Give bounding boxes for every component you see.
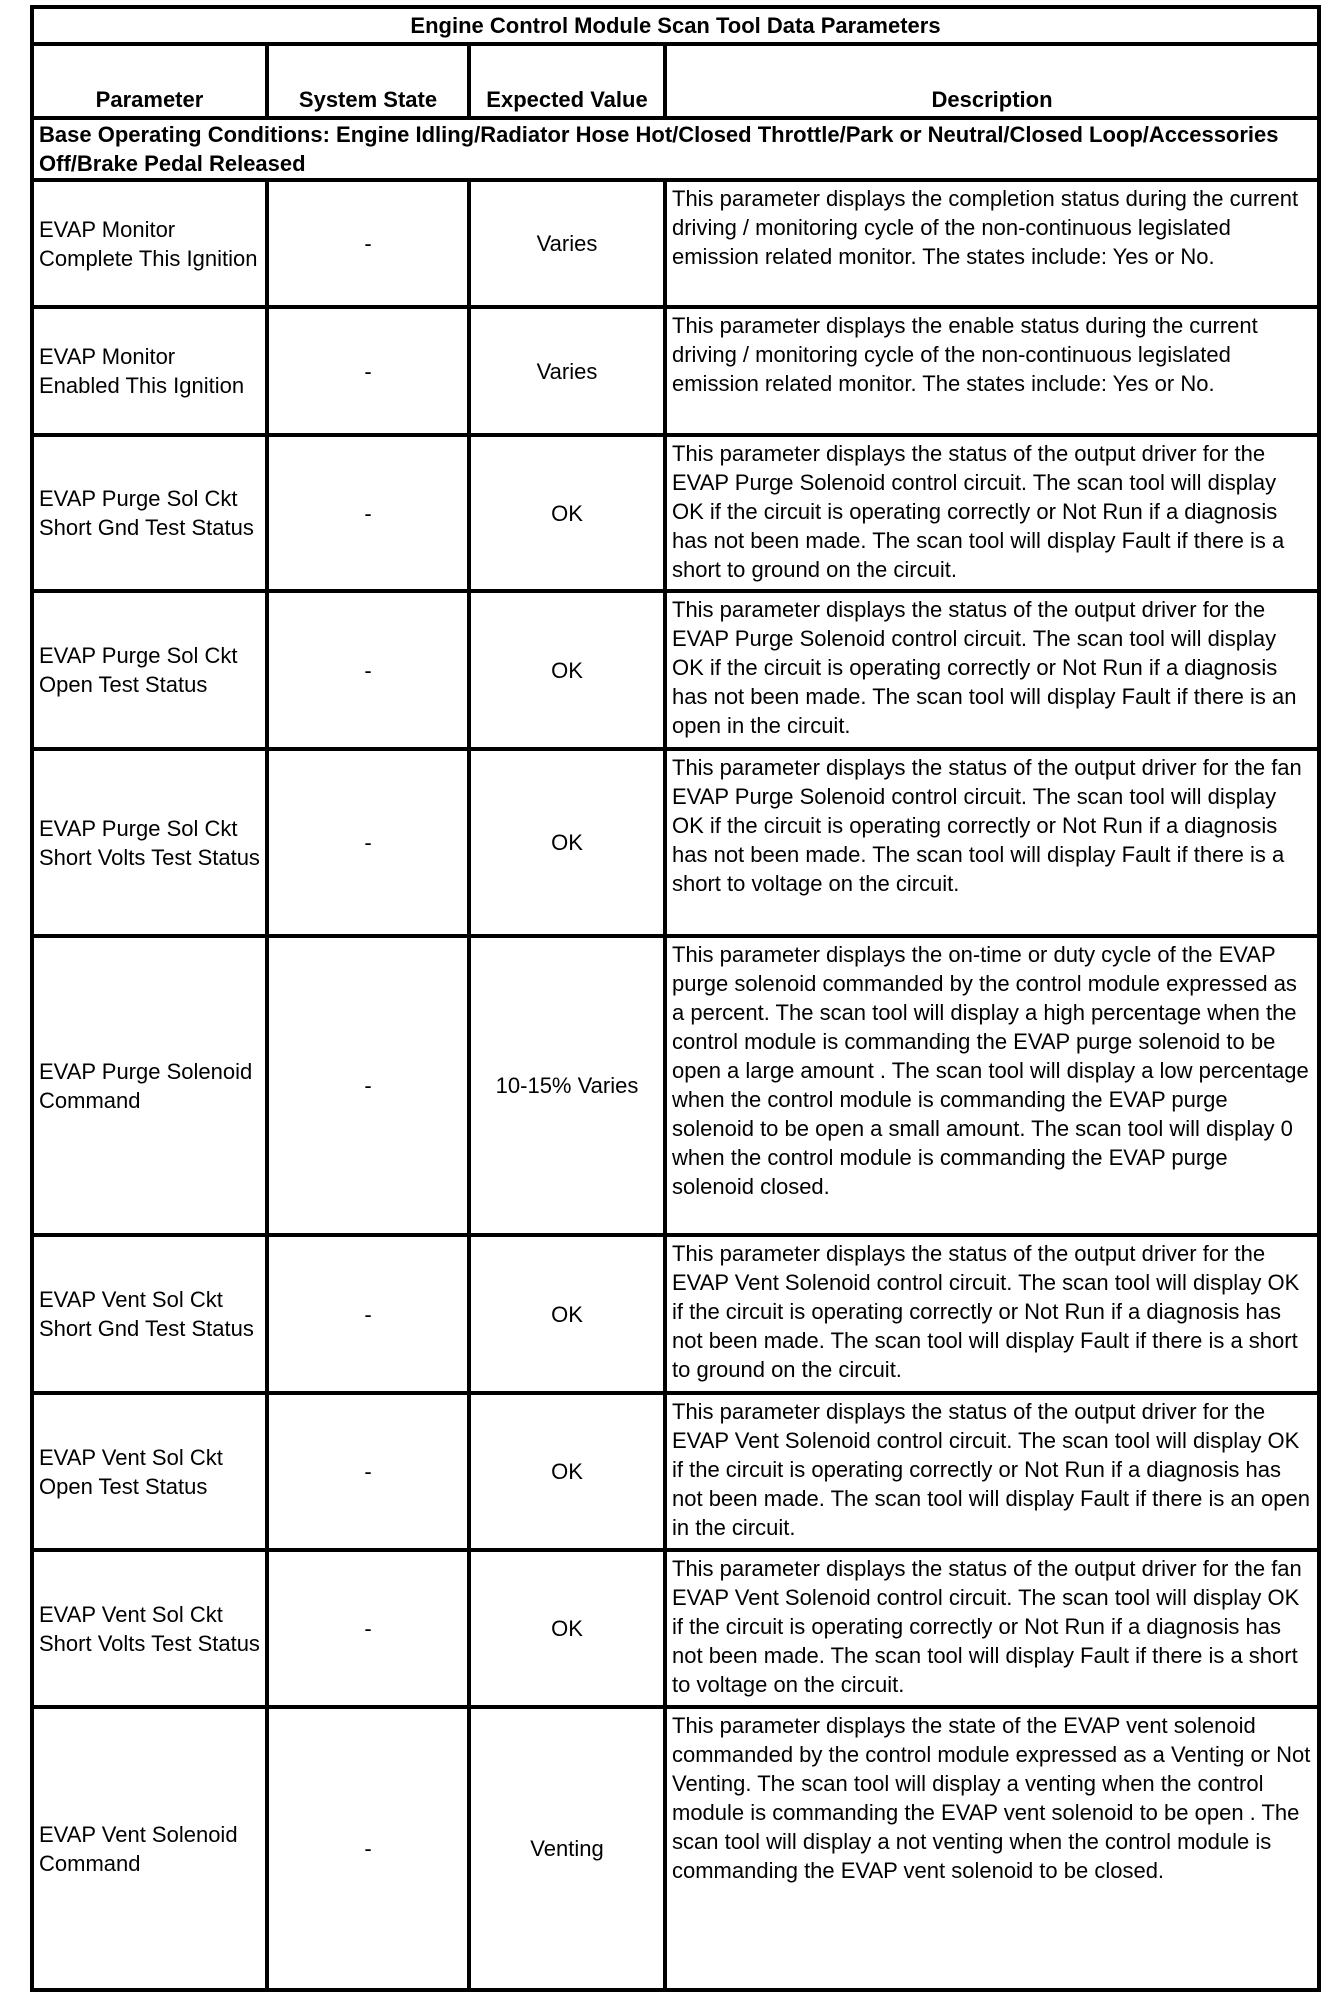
expected-value-cell: OK <box>469 1235 665 1393</box>
expected-value-cell: OK <box>469 749 665 936</box>
description-cell: This parameter displays the status of the output driver for the EVAP Vent Solenoid control circuit. The scan tool will display OK if the circuit is operating correctly or Not Run if a diagnosis has not been made. The scan tool will display Fault if there is an open in the circuit. <box>665 1393 1319 1550</box>
expected-value-cell: OK <box>469 435 665 591</box>
table-row <box>32 180 1319 307</box>
parameter-cell: EVAP Purge Sol Ckt Open Test Status <box>32 591 267 749</box>
system-state-cell: - <box>267 936 469 1235</box>
table-row <box>32 1707 1319 1990</box>
table-row <box>32 1393 1319 1550</box>
parameter-cell: EVAP Purge Sol Ckt Short Gnd Test Status <box>32 435 267 591</box>
expected-value-cell: OK <box>469 1393 665 1550</box>
system-state-cell: - <box>267 180 469 307</box>
description-cell: This parameter displays the status of the output driver for the fan EVAP Vent Solenoid control circuit. The scan tool will display OK if the circuit is operating correctly or Not Run if a diagnosis has not been made. The scan tool will display Fault if there is a short to voltage on the circuit. <box>665 1550 1319 1707</box>
expected-value-cell: Varies <box>469 307 665 435</box>
table-row <box>32 307 1319 435</box>
header-description: Description <box>665 44 1319 118</box>
header-expected-value: Expected Value <box>469 44 665 118</box>
description-cell: This parameter displays the status of the output driver for the fan EVAP Purge Solenoid control circuit. The scan tool will display OK if the circuit is operating correctly or Not Run if a diagnosis has not been made. The scan tool will display Fault if there is a short to voltage on the circuit. <box>665 749 1319 936</box>
parameter-cell: EVAP Monitor Complete This Ignition <box>32 180 267 307</box>
expected-value-cell: OK <box>469 1550 665 1707</box>
system-state-cell: - <box>267 307 469 435</box>
table-row <box>32 591 1319 749</box>
table-row <box>32 1550 1319 1707</box>
description-cell: This parameter displays the status of the output driver for the EVAP Purge Solenoid control circuit. The scan tool will display OK if the circuit is operating correctly or Not Run if a diagnosis has not been made. The scan tool will display Fault if there is a short to ground on the circuit. <box>665 435 1319 591</box>
system-state-cell: - <box>267 591 469 749</box>
description-cell: This parameter displays the completion status during the current driving / monitoring cycle of the non-continuous legislated emission related monitor. The states include: Yes or No. <box>665 180 1319 307</box>
description-cell: This parameter displays the status of the output driver for the EVAP Purge Solenoid control circuit. The scan tool will display OK if the circuit is operating correctly or Not Run if a diagnosis has not been made. The scan tool will display Fault if there is an open in the circuit. <box>665 591 1319 749</box>
parameter-cell: EVAP Vent Sol Ckt Open Test Status <box>32 1393 267 1550</box>
table-row <box>32 936 1319 1235</box>
expected-value-cell: Venting <box>469 1707 665 1990</box>
table-row <box>32 749 1319 936</box>
system-state-cell: - <box>267 1707 469 1990</box>
parameter-cell: EVAP Purge Sol Ckt Short Volts Test Status <box>32 749 267 936</box>
parameter-cell: EVAP Vent Sol Ckt Short Gnd Test Status <box>32 1235 267 1393</box>
table-row <box>32 1235 1319 1393</box>
system-state-cell: - <box>267 435 469 591</box>
parameter-cell: EVAP Purge Solenoid Command <box>32 936 267 1235</box>
expected-value-cell: OK <box>469 591 665 749</box>
system-state-cell: - <box>267 1235 469 1393</box>
description-cell: This parameter displays the on-time or duty cycle of the EVAP purge solenoid commanded by the control module expressed as a percent. The scan tool will display a high percentage when the control module is commanding the EVAP purge solenoid to be open a large amount . The scan tool will display a low percentage when the control module is commanding the EVAP purge solenoid to be open a small amount. The scan tool will display 0 when the control module is commanding the EVAP purge solenoid closed. <box>665 936 1319 1235</box>
description-cell: This parameter displays the enable status during the current driving / monitoring cycle of the non-continuous legislated emission related monitor. The states include: Yes or No. <box>665 307 1319 435</box>
expected-value-cell: Varies <box>469 180 665 307</box>
description-cell: This parameter displays the status of the output driver for the EVAP Vent Solenoid control circuit. The scan tool will display OK if the circuit is operating correctly or Not Run if a diagnosis has not been made. The scan tool will display Fault if there is a short to ground on the circuit. <box>665 1235 1319 1393</box>
table-row <box>32 435 1319 591</box>
table-title: Engine Control Module Scan Tool Data Parameters <box>32 7 1319 44</box>
system-state-cell: - <box>267 749 469 936</box>
parameter-cell: EVAP Monitor Enabled This Ignition <box>32 307 267 435</box>
system-state-cell: - <box>267 1393 469 1550</box>
parameter-cell: EVAP Vent Sol Ckt Short Volts Test Status <box>32 1550 267 1707</box>
header-parameter: Parameter <box>32 44 267 118</box>
expected-value-cell: 10-15% Varies <box>469 936 665 1235</box>
header-system-state: System State <box>267 44 469 118</box>
parameter-cell: EVAP Vent Solenoid Command <box>32 1707 267 1990</box>
scan-tool-data-table <box>30 5 1321 1992</box>
system-state-cell: - <box>267 1550 469 1707</box>
description-cell: This parameter displays the state of the EVAP vent solenoid commanded by the control module expressed as a Venting or Not Venting. The scan tool will display a venting when the control module is commanding the EVAP vent solenoid to be open . The scan tool will display a not venting when the control module is commanding the EVAP vent solenoid to be closed. <box>665 1707 1319 1990</box>
base-operating-conditions: Base Operating Conditions: Engine Idling/Radiator Hose Hot/Closed Throttle/Park or Neutral/Closed Loop/Accessories Off/Brake Pedal Released <box>32 118 1319 180</box>
